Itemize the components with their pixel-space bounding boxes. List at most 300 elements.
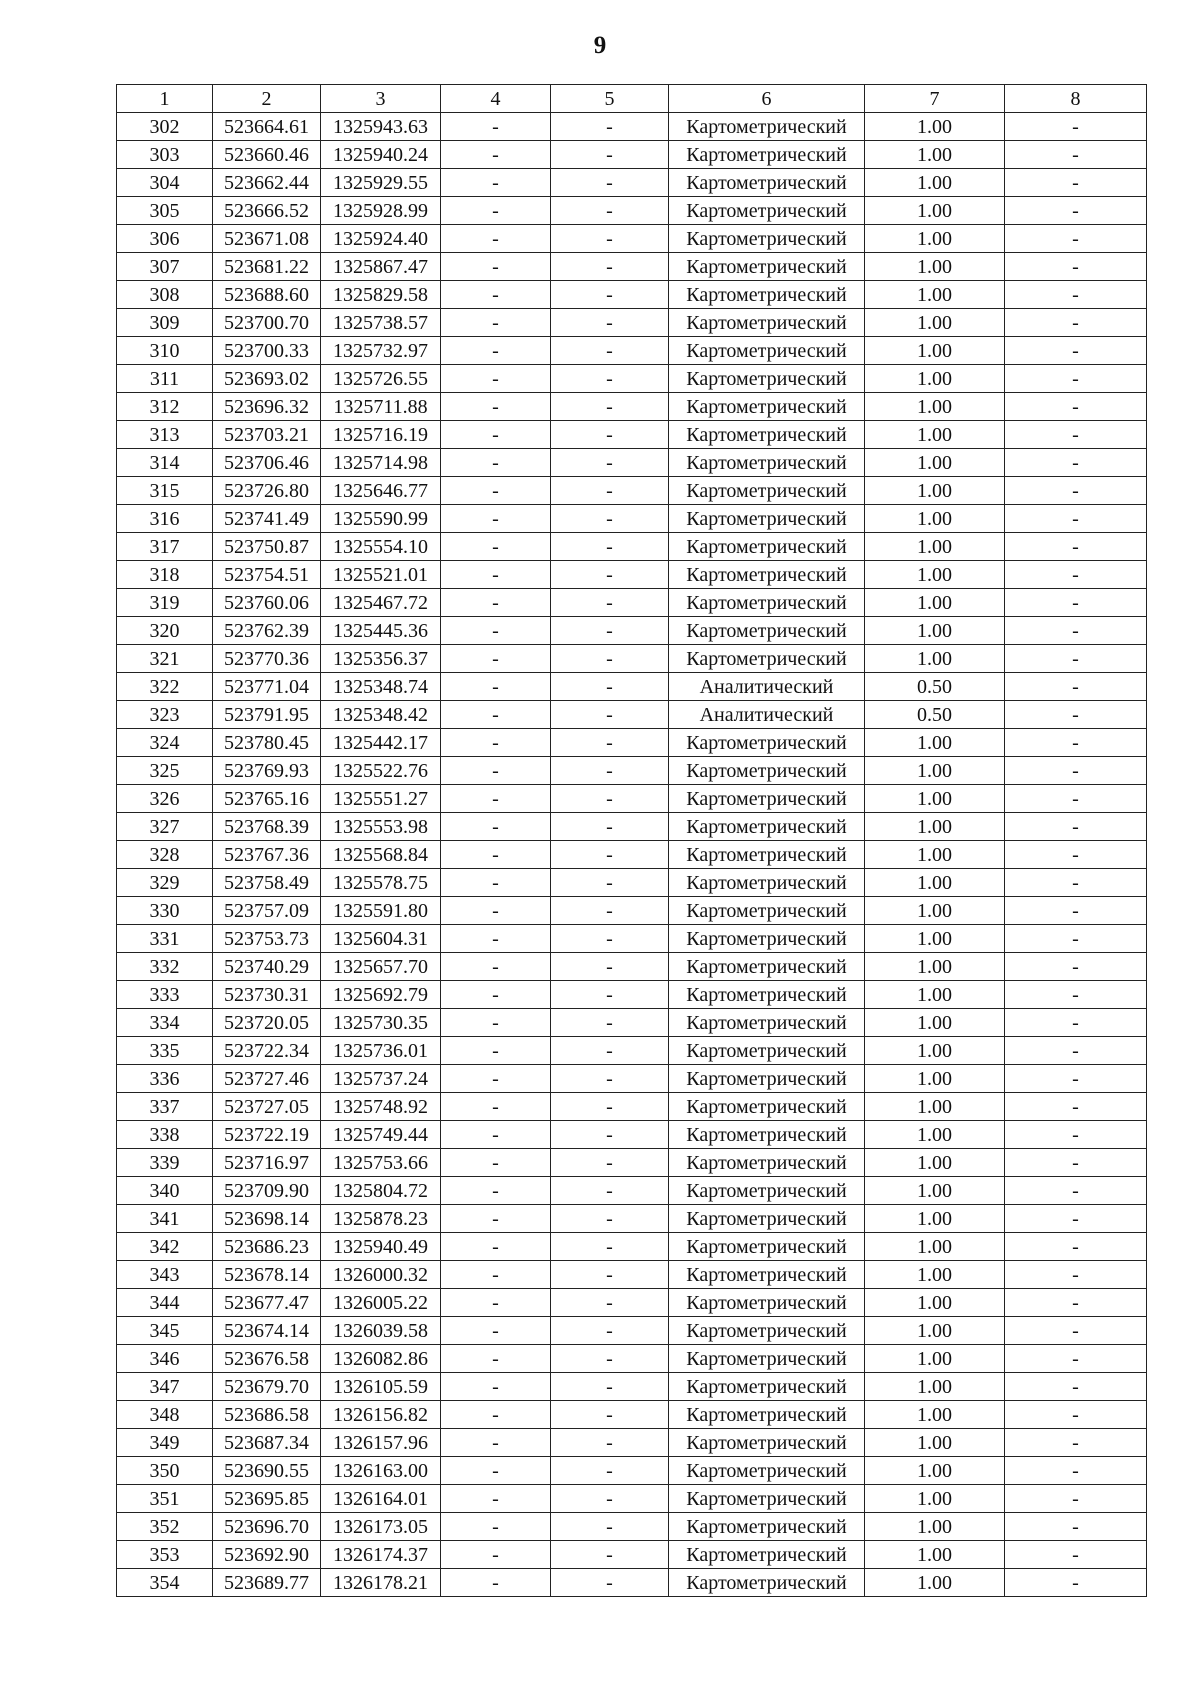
table-row <box>117 1569 1147 1597</box>
table-row <box>117 365 1147 393</box>
column-8-cell: - <box>1005 1009 1147 1037</box>
accuracy-cell: 1.00 <box>865 225 1005 253</box>
accuracy-cell: 1.00 <box>865 421 1005 449</box>
column-4-cell: - <box>441 1121 551 1149</box>
table-row <box>117 421 1147 449</box>
column-5-cell: - <box>551 757 669 785</box>
column-5-cell: - <box>551 645 669 673</box>
column-8-cell: - <box>1005 225 1147 253</box>
table-row <box>117 841 1147 869</box>
point-number-cell: 316 <box>117 505 213 533</box>
accuracy-cell: 1.00 <box>865 897 1005 925</box>
method-cell: Картометрический <box>669 1541 865 1569</box>
column-5-cell: - <box>551 1569 669 1597</box>
accuracy-cell: 1.00 <box>865 981 1005 1009</box>
page-number: 9 <box>593 32 607 59</box>
table-row <box>117 1345 1147 1373</box>
table-row <box>117 1065 1147 1093</box>
column-8-cell: - <box>1005 1401 1147 1429</box>
column-8-cell: - <box>1005 1541 1147 1569</box>
point-number-cell: 322 <box>117 673 213 701</box>
column-4-cell: - <box>441 1317 551 1345</box>
point-number-cell: 339 <box>117 1149 213 1177</box>
table-row <box>117 533 1147 561</box>
x-coordinate-cell: 523706.46 <box>213 449 321 477</box>
column-5-cell: - <box>551 589 669 617</box>
method-cell: Картометрический <box>669 421 865 449</box>
column-8-cell: - <box>1005 645 1147 673</box>
y-coordinate-cell: 1326164.01 <box>321 1485 441 1513</box>
x-coordinate-cell: 523696.32 <box>213 393 321 421</box>
y-coordinate-cell: 1325522.76 <box>321 757 441 785</box>
column-5-cell: - <box>551 393 669 421</box>
method-cell: Картометрический <box>669 393 865 421</box>
column-8-cell: - <box>1005 337 1147 365</box>
column-8-cell: - <box>1005 673 1147 701</box>
table-row <box>117 477 1147 505</box>
column-4-cell: - <box>441 1177 551 1205</box>
column-4-cell: - <box>441 561 551 589</box>
column-5-cell: - <box>551 1233 669 1261</box>
point-number-cell: 314 <box>117 449 213 477</box>
x-coordinate-cell: 523700.70 <box>213 309 321 337</box>
y-coordinate-cell: 1326156.82 <box>321 1401 441 1429</box>
x-coordinate-cell: 523740.29 <box>213 953 321 981</box>
accuracy-cell: 1.00 <box>865 589 1005 617</box>
column-5-cell: - <box>551 1429 669 1457</box>
method-cell: Картометрический <box>669 925 865 953</box>
column-4-cell: - <box>441 505 551 533</box>
table-row <box>117 897 1147 925</box>
table-row <box>117 645 1147 673</box>
accuracy-cell: 1.00 <box>865 1345 1005 1373</box>
point-number-cell: 334 <box>117 1009 213 1037</box>
y-coordinate-cell: 1325943.63 <box>321 113 441 141</box>
column-4-cell: - <box>441 421 551 449</box>
table-row <box>117 1401 1147 1429</box>
y-coordinate-cell: 1325929.55 <box>321 169 441 197</box>
point-number-cell: 342 <box>117 1233 213 1261</box>
column-8-cell: - <box>1005 869 1147 897</box>
column-5-cell: - <box>551 309 669 337</box>
y-coordinate-cell: 1325737.24 <box>321 1065 441 1093</box>
method-cell: Картометрический <box>669 533 865 561</box>
y-coordinate-cell: 1325711.88 <box>321 393 441 421</box>
table-row <box>117 1373 1147 1401</box>
column-4-cell: - <box>441 1373 551 1401</box>
point-number-cell: 311 <box>117 365 213 393</box>
table-row <box>117 1289 1147 1317</box>
column-8-cell: - <box>1005 1485 1147 1513</box>
column-8-cell: - <box>1005 1429 1147 1457</box>
column-5-cell: - <box>551 785 669 813</box>
accuracy-cell: 1.00 <box>865 1037 1005 1065</box>
point-number-cell: 344 <box>117 1289 213 1317</box>
method-cell: Картометрический <box>669 1233 865 1261</box>
y-coordinate-cell: 1325568.84 <box>321 841 441 869</box>
column-4-cell: - <box>441 1485 551 1513</box>
column-8-cell: - <box>1005 533 1147 561</box>
column-5-cell: - <box>551 505 669 533</box>
y-coordinate-cell: 1325867.47 <box>321 253 441 281</box>
table-row <box>117 1205 1147 1233</box>
accuracy-cell: 1.00 <box>865 953 1005 981</box>
column-4-cell: - <box>441 869 551 897</box>
column-8-cell: - <box>1005 505 1147 533</box>
table-row <box>117 1009 1147 1037</box>
column-4-cell: - <box>441 225 551 253</box>
column-4-cell: - <box>441 449 551 477</box>
column-4-cell: - <box>441 925 551 953</box>
point-number-cell: 327 <box>117 813 213 841</box>
x-coordinate-cell: 523677.47 <box>213 1289 321 1317</box>
x-coordinate-cell: 523757.09 <box>213 897 321 925</box>
accuracy-cell: 1.00 <box>865 645 1005 673</box>
y-coordinate-cell: 1325657.70 <box>321 953 441 981</box>
y-coordinate-cell: 1326005.22 <box>321 1289 441 1317</box>
accuracy-cell: 1.00 <box>865 841 1005 869</box>
column-8-cell: - <box>1005 365 1147 393</box>
point-number-cell: 315 <box>117 477 213 505</box>
point-number-cell: 326 <box>117 785 213 813</box>
x-coordinate-cell: 523741.49 <box>213 505 321 533</box>
column-4-cell: - <box>441 1457 551 1485</box>
column-8-cell: - <box>1005 1037 1147 1065</box>
x-coordinate-cell: 523687.34 <box>213 1429 321 1457</box>
table-row <box>117 1093 1147 1121</box>
point-number-cell: 306 <box>117 225 213 253</box>
column-8-cell: - <box>1005 1317 1147 1345</box>
column-4-cell: - <box>441 1289 551 1317</box>
column-5-cell: - <box>551 225 669 253</box>
accuracy-cell: 1.00 <box>865 729 1005 757</box>
method-cell: Картометрический <box>669 505 865 533</box>
column-4-cell: - <box>441 729 551 757</box>
column-8-cell: - <box>1005 281 1147 309</box>
coordinates-table <box>116 84 1147 1597</box>
point-number-cell: 331 <box>117 925 213 953</box>
x-coordinate-cell: 523693.02 <box>213 365 321 393</box>
x-coordinate-cell: 523771.04 <box>213 673 321 701</box>
point-number-cell: 349 <box>117 1429 213 1457</box>
x-coordinate-cell: 523765.16 <box>213 785 321 813</box>
column-8-cell: - <box>1005 113 1147 141</box>
method-cell: Картометрический <box>669 1037 865 1065</box>
column-4-cell: - <box>441 589 551 617</box>
y-coordinate-cell: 1326157.96 <box>321 1429 441 1457</box>
column-4-cell: - <box>441 1149 551 1177</box>
y-coordinate-cell: 1325829.58 <box>321 281 441 309</box>
table-row <box>117 1513 1147 1541</box>
table-row <box>117 1149 1147 1177</box>
y-coordinate-cell: 1325730.35 <box>321 1009 441 1037</box>
table-body <box>117 113 1147 1597</box>
column-4-cell: - <box>441 113 551 141</box>
method-cell: Картометрический <box>669 1401 865 1429</box>
table-row <box>117 281 1147 309</box>
accuracy-cell: 1.00 <box>865 1513 1005 1541</box>
column-header: 4 <box>441 85 551 113</box>
method-cell: Картометрический <box>669 1149 865 1177</box>
column-4-cell: - <box>441 757 551 785</box>
method-cell: Картометрический <box>669 981 865 1009</box>
y-coordinate-cell: 1325578.75 <box>321 869 441 897</box>
table-row <box>117 869 1147 897</box>
accuracy-cell: 1.00 <box>865 1121 1005 1149</box>
column-5-cell: - <box>551 897 669 925</box>
x-coordinate-cell: 523698.14 <box>213 1205 321 1233</box>
method-cell: Картометрический <box>669 309 865 337</box>
y-coordinate-cell: 1325749.44 <box>321 1121 441 1149</box>
column-4-cell: - <box>441 813 551 841</box>
column-4-cell: - <box>441 1009 551 1037</box>
column-8-cell: - <box>1005 309 1147 337</box>
method-cell: Картометрический <box>669 1345 865 1373</box>
column-header: 3 <box>321 85 441 113</box>
point-number-cell: 302 <box>117 113 213 141</box>
x-coordinate-cell: 523686.58 <box>213 1401 321 1429</box>
accuracy-cell: 1.00 <box>865 477 1005 505</box>
accuracy-cell: 0.50 <box>865 701 1005 729</box>
method-cell: Аналитический <box>669 701 865 729</box>
method-cell: Картометрический <box>669 617 865 645</box>
point-number-cell: 346 <box>117 1345 213 1373</box>
x-coordinate-cell: 523754.51 <box>213 561 321 589</box>
method-cell: Картометрический <box>669 757 865 785</box>
column-4-cell: - <box>441 393 551 421</box>
x-coordinate-cell: 523722.19 <box>213 1121 321 1149</box>
x-coordinate-cell: 523660.46 <box>213 141 321 169</box>
column-4-cell: - <box>441 169 551 197</box>
x-coordinate-cell: 523750.87 <box>213 533 321 561</box>
column-4-cell: - <box>441 1037 551 1065</box>
column-header: 5 <box>551 85 669 113</box>
y-coordinate-cell: 1325554.10 <box>321 533 441 561</box>
accuracy-cell: 1.00 <box>865 1429 1005 1457</box>
table-row <box>117 141 1147 169</box>
column-4-cell: - <box>441 533 551 561</box>
column-8-cell: - <box>1005 897 1147 925</box>
method-cell: Картометрический <box>669 1457 865 1485</box>
table-row <box>117 1457 1147 1485</box>
x-coordinate-cell: 523726.80 <box>213 477 321 505</box>
point-number-cell: 318 <box>117 561 213 589</box>
column-5-cell: - <box>551 337 669 365</box>
accuracy-cell: 1.00 <box>865 869 1005 897</box>
column-5-cell: - <box>551 1065 669 1093</box>
column-5-cell: - <box>551 169 669 197</box>
column-4-cell: - <box>441 981 551 1009</box>
table-row <box>117 225 1147 253</box>
y-coordinate-cell: 1325732.97 <box>321 337 441 365</box>
point-number-cell: 343 <box>117 1261 213 1289</box>
column-8-cell: - <box>1005 1373 1147 1401</box>
accuracy-cell: 1.00 <box>865 253 1005 281</box>
point-number-cell: 338 <box>117 1121 213 1149</box>
accuracy-cell: 1.00 <box>865 785 1005 813</box>
y-coordinate-cell: 1325591.80 <box>321 897 441 925</box>
table-row <box>117 505 1147 533</box>
y-coordinate-cell: 1326082.86 <box>321 1345 441 1373</box>
y-coordinate-cell: 1325716.19 <box>321 421 441 449</box>
column-8-cell: - <box>1005 169 1147 197</box>
point-number-cell: 348 <box>117 1401 213 1429</box>
y-coordinate-cell: 1325940.24 <box>321 141 441 169</box>
column-5-cell: - <box>551 1373 669 1401</box>
column-5-cell: - <box>551 421 669 449</box>
y-coordinate-cell: 1326174.37 <box>321 1541 441 1569</box>
column-8-cell: - <box>1005 1121 1147 1149</box>
column-8-cell: - <box>1005 925 1147 953</box>
column-5-cell: - <box>551 1345 669 1373</box>
x-coordinate-cell: 523679.70 <box>213 1373 321 1401</box>
accuracy-cell: 1.00 <box>865 365 1005 393</box>
column-5-cell: - <box>551 1205 669 1233</box>
x-coordinate-cell: 523700.33 <box>213 337 321 365</box>
column-4-cell: - <box>441 1345 551 1373</box>
y-coordinate-cell: 1325738.57 <box>321 309 441 337</box>
method-cell: Картометрический <box>669 449 865 477</box>
column-5-cell: - <box>551 1037 669 1065</box>
table-row <box>117 813 1147 841</box>
method-cell: Картометрический <box>669 225 865 253</box>
x-coordinate-cell: 523753.73 <box>213 925 321 953</box>
column-5-cell: - <box>551 281 669 309</box>
column-8-cell: - <box>1005 393 1147 421</box>
table-row <box>117 1429 1147 1457</box>
accuracy-cell: 1.00 <box>865 337 1005 365</box>
accuracy-cell: 1.00 <box>865 141 1005 169</box>
point-number-cell: 312 <box>117 393 213 421</box>
table-row <box>117 1485 1147 1513</box>
column-8-cell: - <box>1005 617 1147 645</box>
x-coordinate-cell: 523662.44 <box>213 169 321 197</box>
table-row <box>117 1121 1147 1149</box>
point-number-cell: 332 <box>117 953 213 981</box>
table-row <box>117 1317 1147 1345</box>
column-5-cell: - <box>551 869 669 897</box>
column-4-cell: - <box>441 337 551 365</box>
column-4-cell: - <box>441 1093 551 1121</box>
column-8-cell: - <box>1005 1513 1147 1541</box>
column-5-cell: - <box>551 729 669 757</box>
y-coordinate-cell: 1325467.72 <box>321 589 441 617</box>
x-coordinate-cell: 523681.22 <box>213 253 321 281</box>
accuracy-cell: 1.00 <box>865 1177 1005 1205</box>
column-8-cell: - <box>1005 953 1147 981</box>
table-row <box>117 113 1147 141</box>
column-5-cell: - <box>551 449 669 477</box>
column-4-cell: - <box>441 365 551 393</box>
x-coordinate-cell: 523716.97 <box>213 1149 321 1177</box>
point-number-cell: 325 <box>117 757 213 785</box>
column-8-cell: - <box>1005 981 1147 1009</box>
column-4-cell: - <box>441 645 551 673</box>
method-cell: Картометрический <box>669 645 865 673</box>
column-5-cell: - <box>551 1457 669 1485</box>
y-coordinate-cell: 1325928.99 <box>321 197 441 225</box>
method-cell: Картометрический <box>669 141 865 169</box>
column-8-cell: - <box>1005 1569 1147 1597</box>
column-8-cell: - <box>1005 1149 1147 1177</box>
column-5-cell: - <box>551 477 669 505</box>
table-row <box>117 981 1147 1009</box>
column-8-cell: - <box>1005 1289 1147 1317</box>
x-coordinate-cell: 523676.58 <box>213 1345 321 1373</box>
column-8-cell: - <box>1005 1457 1147 1485</box>
table-row <box>117 617 1147 645</box>
accuracy-cell: 1.00 <box>865 197 1005 225</box>
column-4-cell: - <box>441 1233 551 1261</box>
table-row <box>117 729 1147 757</box>
method-cell: Картометрический <box>669 1121 865 1149</box>
x-coordinate-cell: 523722.34 <box>213 1037 321 1065</box>
y-coordinate-cell: 1325521.01 <box>321 561 441 589</box>
x-coordinate-cell: 523666.52 <box>213 197 321 225</box>
accuracy-cell: 1.00 <box>865 449 1005 477</box>
column-header: 6 <box>669 85 865 113</box>
column-5-cell: - <box>551 925 669 953</box>
method-cell: Картометрический <box>669 1513 865 1541</box>
y-coordinate-cell: 1325551.27 <box>321 785 441 813</box>
column-4-cell: - <box>441 477 551 505</box>
accuracy-cell: 1.00 <box>865 1401 1005 1429</box>
accuracy-cell: 1.00 <box>865 1541 1005 1569</box>
method-cell: Картометрический <box>669 897 865 925</box>
column-8-cell: - <box>1005 757 1147 785</box>
column-4-cell: - <box>441 953 551 981</box>
method-cell: Картометрический <box>669 953 865 981</box>
table-row <box>117 1541 1147 1569</box>
column-4-cell: - <box>441 897 551 925</box>
x-coordinate-cell: 523762.39 <box>213 617 321 645</box>
y-coordinate-cell: 1326163.00 <box>321 1457 441 1485</box>
column-4-cell: - <box>441 1429 551 1457</box>
column-header: 2 <box>213 85 321 113</box>
table-row <box>117 393 1147 421</box>
point-number-cell: 309 <box>117 309 213 337</box>
column-5-cell: - <box>551 561 669 589</box>
column-4-cell: - <box>441 141 551 169</box>
method-cell: Картометрический <box>669 1569 865 1597</box>
y-coordinate-cell: 1325348.42 <box>321 701 441 729</box>
accuracy-cell: 1.00 <box>865 393 1005 421</box>
column-5-cell: - <box>551 981 669 1009</box>
point-number-cell: 354 <box>117 1569 213 1597</box>
column-5-cell: - <box>551 953 669 981</box>
table-row <box>117 449 1147 477</box>
column-header: 7 <box>865 85 1005 113</box>
x-coordinate-cell: 523664.61 <box>213 113 321 141</box>
method-cell: Картометрический <box>669 1009 865 1037</box>
column-8-cell: - <box>1005 561 1147 589</box>
y-coordinate-cell: 1326000.32 <box>321 1261 441 1289</box>
table-row <box>117 673 1147 701</box>
point-number-cell: 305 <box>117 197 213 225</box>
point-number-cell: 313 <box>117 421 213 449</box>
accuracy-cell: 0.50 <box>865 673 1005 701</box>
column-5-cell: - <box>551 617 669 645</box>
column-8-cell: - <box>1005 1261 1147 1289</box>
method-cell: Картометрический <box>669 841 865 869</box>
column-5-cell: - <box>551 1177 669 1205</box>
table-row <box>117 1037 1147 1065</box>
x-coordinate-cell: 523690.55 <box>213 1457 321 1485</box>
column-5-cell: - <box>551 253 669 281</box>
point-number-cell: 319 <box>117 589 213 617</box>
x-coordinate-cell: 523703.21 <box>213 421 321 449</box>
column-8-cell: - <box>1005 421 1147 449</box>
